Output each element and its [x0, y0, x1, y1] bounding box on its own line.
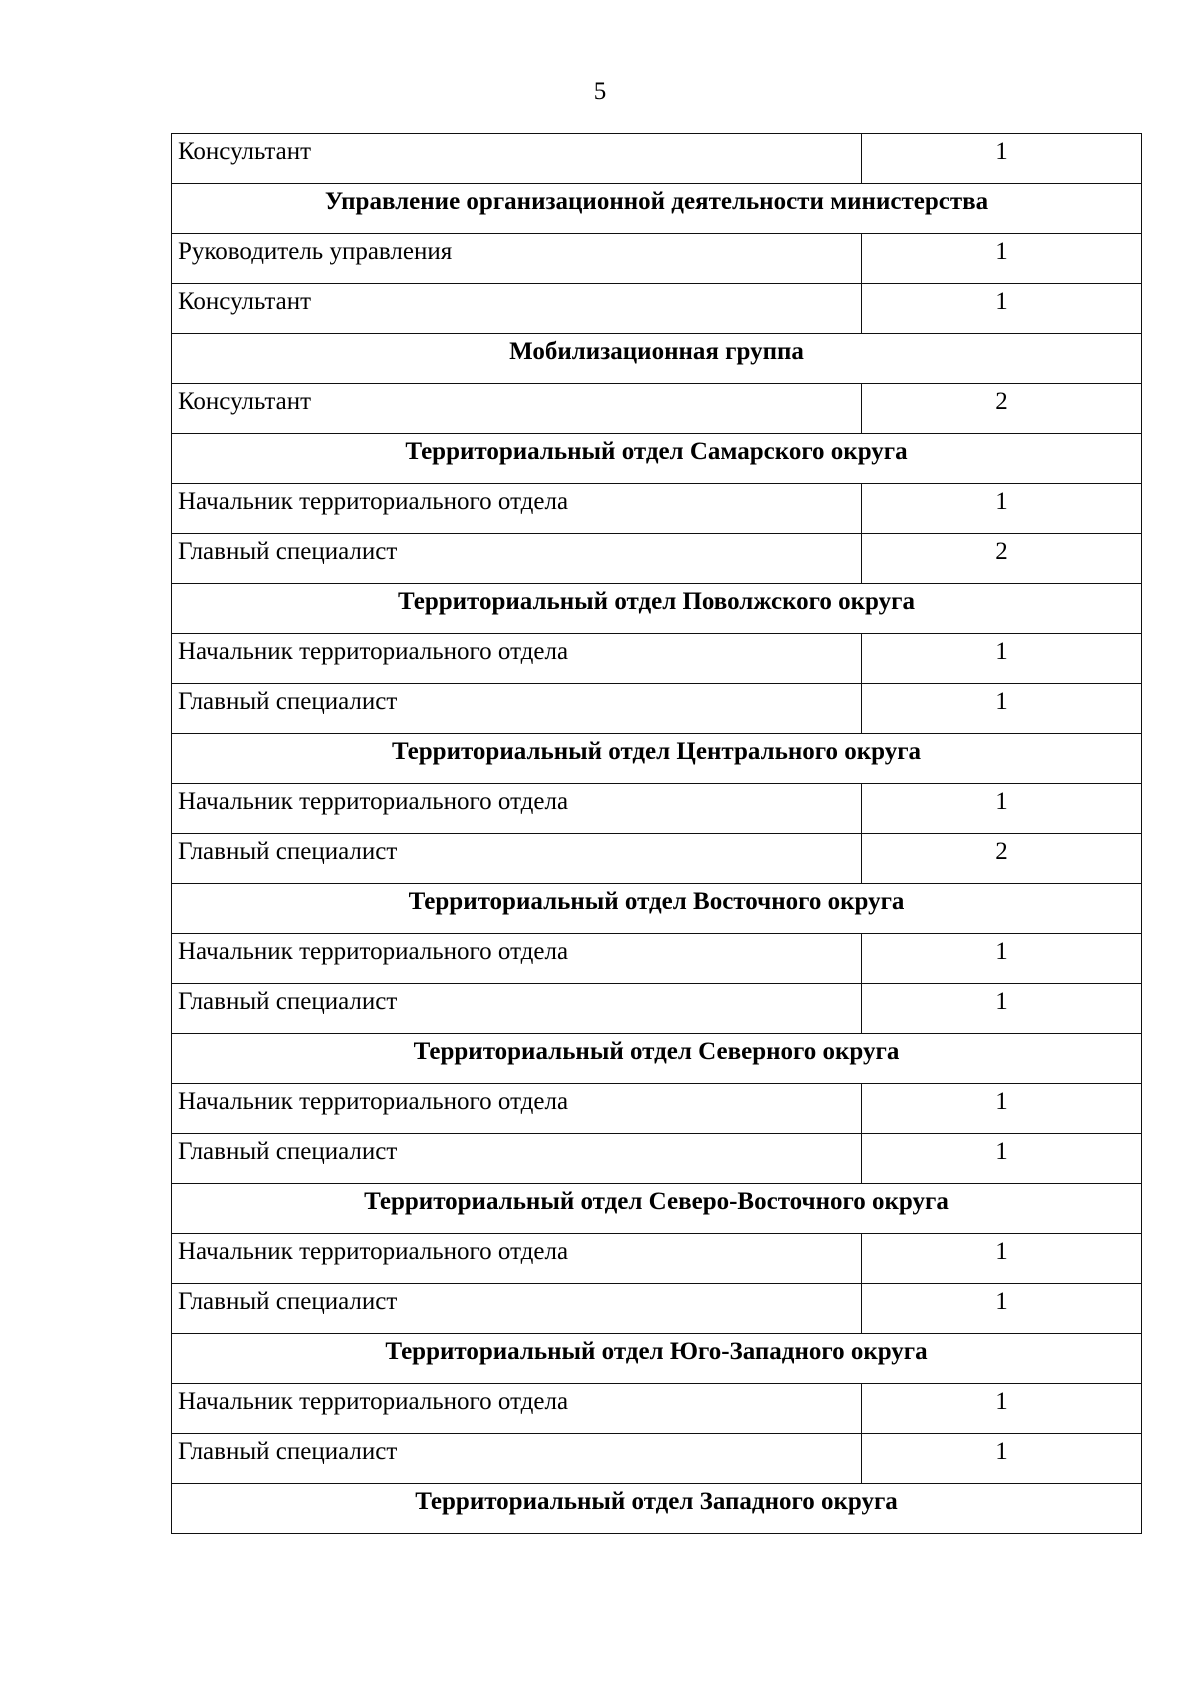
position-count: 1 — [862, 284, 1142, 334]
position-row — [172, 1084, 1142, 1134]
section-title: Управление организационной деятельности министерства — [172, 184, 1142, 234]
position-row — [172, 934, 1142, 984]
position-name: Начальник территориального отдела — [172, 934, 862, 984]
position-count: 1 — [862, 234, 1142, 284]
position-count: 2 — [862, 384, 1142, 434]
position-name: Начальник территориального отдела — [172, 1384, 862, 1434]
section-title: Территориальный отдел Поволжского округа — [172, 584, 1142, 634]
section-header-row — [172, 884, 1142, 934]
position-row — [172, 1284, 1142, 1334]
position-count: 2 — [862, 534, 1142, 584]
position-count: 1 — [862, 1384, 1142, 1434]
section-title: Территориальный отдел Восточного округа — [172, 884, 1142, 934]
position-name: Главный специалист — [172, 684, 862, 734]
position-count: 1 — [862, 984, 1142, 1034]
section-header-row — [172, 434, 1142, 484]
position-name: Начальник территориального отдела — [172, 1084, 862, 1134]
position-name: Главный специалист — [172, 1134, 862, 1184]
section-header-row — [172, 1184, 1142, 1234]
position-row — [172, 684, 1142, 734]
position-count: 1 — [862, 684, 1142, 734]
position-count: 1 — [862, 1234, 1142, 1284]
position-row — [172, 634, 1142, 684]
section-header-row — [172, 1484, 1142, 1534]
position-row — [172, 984, 1142, 1034]
position-count: 1 — [862, 934, 1142, 984]
position-name: Консультант — [172, 134, 862, 184]
position-row — [172, 1234, 1142, 1284]
position-name: Начальник территориального отдела — [172, 634, 862, 684]
staff-table-body — [172, 134, 1142, 1534]
position-count: 2 — [862, 834, 1142, 884]
page-number: 5 — [593, 78, 607, 105]
position-name: Консультант — [172, 384, 862, 434]
position-name: Главный специалист — [172, 1434, 862, 1484]
position-row — [172, 234, 1142, 284]
position-row — [172, 534, 1142, 584]
position-count: 1 — [862, 1284, 1142, 1334]
position-row — [172, 384, 1142, 434]
position-name: Начальник территориального отдела — [172, 484, 862, 534]
section-header-row — [172, 584, 1142, 634]
section-title: Территориальный отдел Северо-Восточного округа — [172, 1184, 1142, 1234]
position-count: 1 — [862, 1434, 1142, 1484]
position-row — [172, 1384, 1142, 1434]
section-title: Территориальный отдел Северного округа — [172, 1034, 1142, 1084]
position-row — [172, 284, 1142, 334]
position-name: Главный специалист — [172, 834, 862, 884]
position-count: 1 — [862, 784, 1142, 834]
position-count: 1 — [862, 1084, 1142, 1134]
section-header-row — [172, 184, 1142, 234]
position-row — [172, 834, 1142, 884]
position-row — [172, 134, 1142, 184]
position-name: Консультант — [172, 284, 862, 334]
section-title: Мобилизационная группа — [172, 334, 1142, 384]
section-title: Территориальный отдел Самарского округа — [172, 434, 1142, 484]
position-row — [172, 484, 1142, 534]
section-header-row — [172, 1334, 1142, 1384]
position-name: Главный специалист — [172, 534, 862, 584]
position-row — [172, 1134, 1142, 1184]
position-count: 1 — [862, 1134, 1142, 1184]
position-row — [172, 1434, 1142, 1484]
position-name: Руководитель управления — [172, 234, 862, 284]
section-header-row — [172, 734, 1142, 784]
section-title: Территориальный отдел Центрального округа — [172, 734, 1142, 784]
section-header-row — [172, 1034, 1142, 1084]
position-name: Главный специалист — [172, 1284, 862, 1334]
position-count: 1 — [862, 634, 1142, 684]
position-name: Начальник территориального отдела — [172, 784, 862, 834]
position-name: Главный специалист — [172, 984, 862, 1034]
position-row — [172, 784, 1142, 834]
staff-table — [171, 133, 1142, 1534]
position-count: 1 — [862, 134, 1142, 184]
section-title: Территориальный отдел Юго-Западного округа — [172, 1334, 1142, 1384]
section-header-row — [172, 334, 1142, 384]
position-count: 1 — [862, 484, 1142, 534]
position-name: Начальник территориального отдела — [172, 1234, 862, 1284]
section-title: Территориальный отдел Западного округа — [172, 1484, 1142, 1534]
